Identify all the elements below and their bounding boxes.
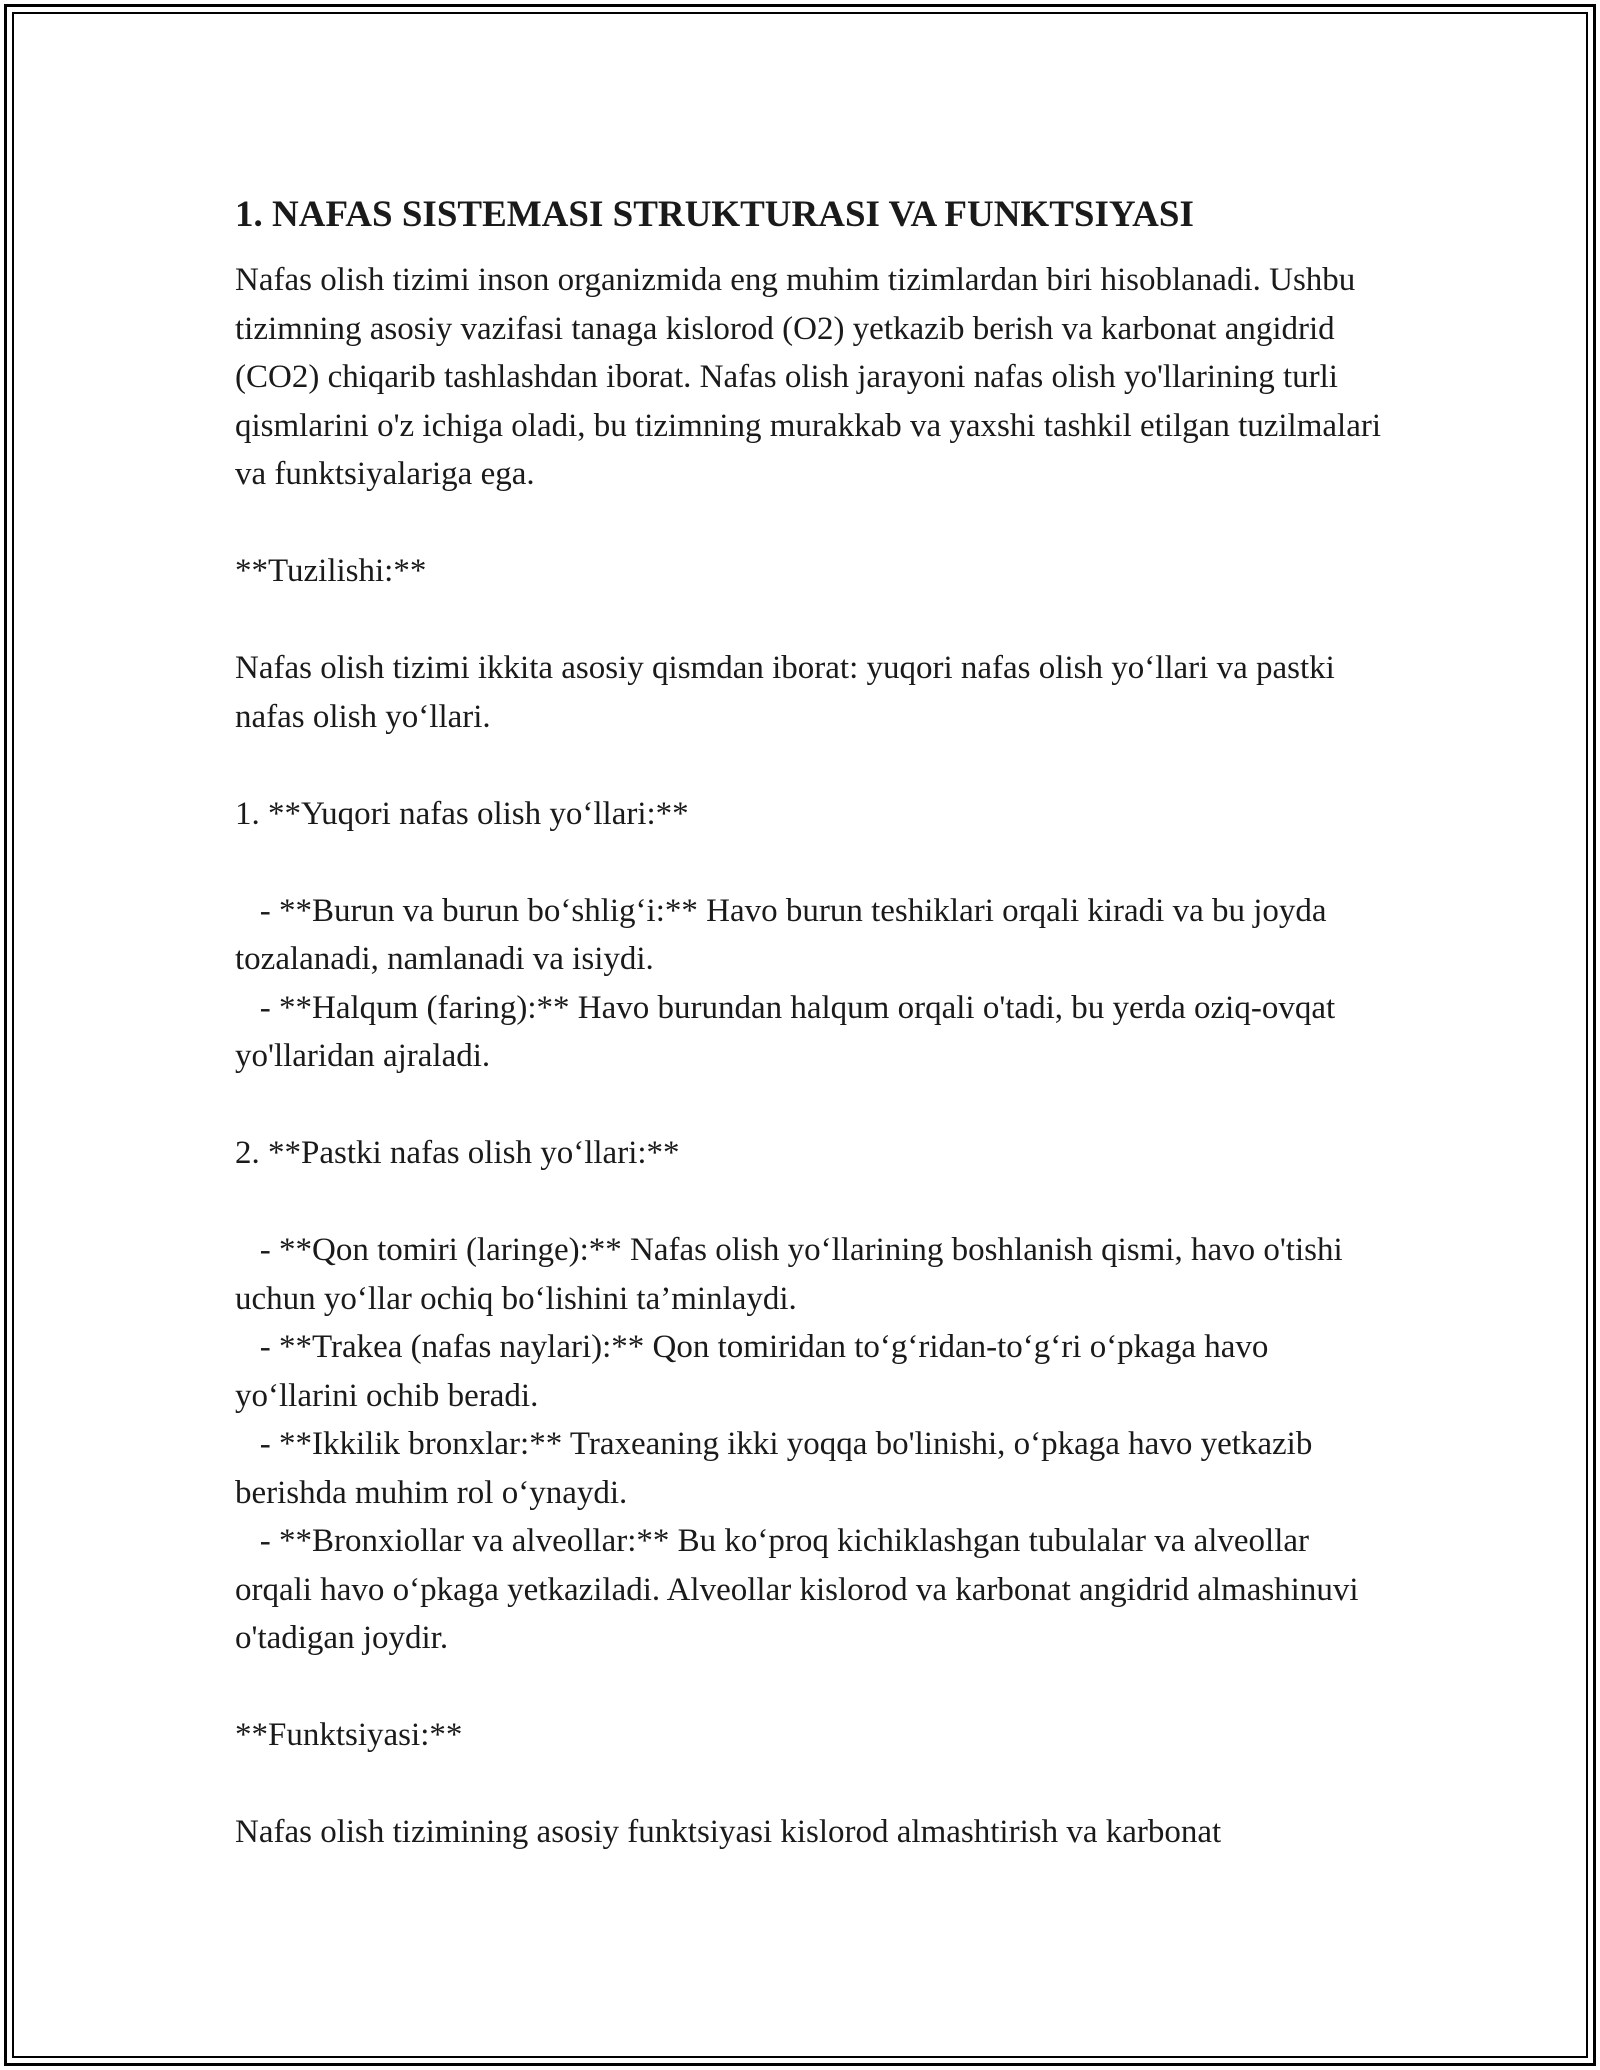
structure-paragraph: Nafas olish tizimi ikkita asosiy qismdan iborat: yuqori nafas olish yo‘llari va pastki nafas olish yo‘llari. — [235, 650, 1344, 735]
spacer — [235, 596, 1385, 645]
spacer — [235, 741, 1385, 790]
function-paragraph: Nafas olish tizimining asosiy funktsiyasi kislorod almashtirish va karbonat — [235, 1814, 1222, 1850]
spacer — [235, 838, 1385, 887]
spacer — [235, 1081, 1385, 1130]
function-heading: **Funktsiyasi:** — [235, 1717, 463, 1753]
upper-airways-heading: 1. **Yuqori nafas olish yo‘llari:** — [235, 795, 689, 832]
list-item: - **Halqum (faring):** Havo burundan halqum orqali o'tadi, bu yerda oziq-ovqat yo'llaridan ajraladi. — [235, 989, 1344, 1074]
spacer — [235, 1178, 1385, 1227]
document-title: 1. NAFAS SISTEMASI STRUKTURASI VA FUNKTSIYASI — [235, 194, 1194, 235]
list-item: - **Burun va burun bo‘shlig‘i:** Havo burun teshiklari orqali kiradi va bu joyda tozalanadi, namlanadi va isiydi. — [235, 892, 1335, 977]
lower-airways-heading: 2. **Pastki nafas olish yo‘llari:** — [235, 1135, 680, 1171]
spacer — [235, 1760, 1385, 1809]
structure-heading: **Tuzilishi:** — [235, 553, 427, 589]
list-item: - **Trakea (nafas naylari):** Qon tomiridan to‘g‘ridan-to‘g‘ri o‘pkaga havo yo‘llarini ochib beradi. — [235, 1329, 1277, 1414]
document-page — [235, 182, 1390, 1857]
list-item: - **Bronxiollar va alveollar:** Bu ko‘proq kichiklashgan tubulalar va alveollar orqali havo o‘pkaga yetkaziladi. Alveollar kislorod va karbonat angidrid almashinuvi o'tadigan joydir. — [235, 1523, 1367, 1656]
list-item: - **Qon tomiri (laringe):** Nafas olish yo‘llarining boshlanish qismi, havo o'tishi uchun yo‘llar ochiq bo‘lishini ta’minlaydi. — [235, 1232, 1351, 1317]
spacer — [235, 499, 1385, 548]
intro-paragraph: Nafas olish tizimi inson organizmida eng muhim tizimlardan biri hisoblanadi. Ushbu tizimning asosiy vazifasi tanaga kislorod (O2) yetkazib berish va karbonat angidrid (CO2) chiqarib tashlashdan iborat. Nafas olish jarayoni nafas olish yo'llarining turli qismlarini o'z ichiga oladi, bu tizimning murakkab va yaxshi tashkil etilgan tuzilmalari va funktsiyalariga ega. — [235, 262, 1390, 492]
spacer — [235, 1663, 1385, 1712]
list-item: - **Ikkilik bronxlar:** Traxeaning ikki yoqqa bo'linishi, o‘pkaga havo yetkazib berishda muhim rol o‘ynaydi. — [235, 1426, 1321, 1511]
